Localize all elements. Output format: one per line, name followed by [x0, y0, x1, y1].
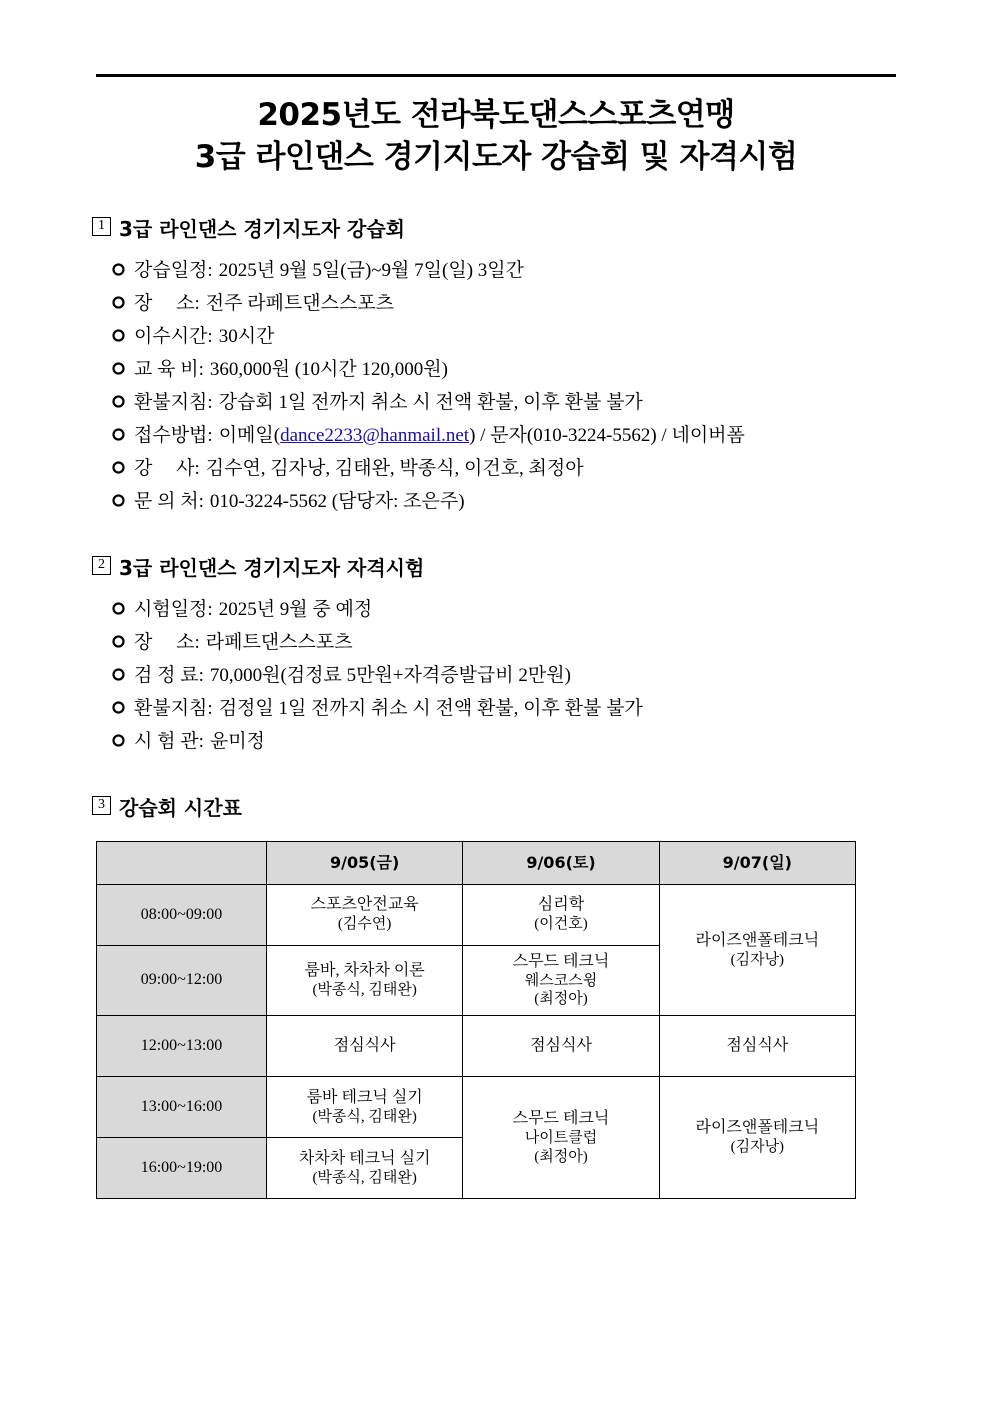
item-colon: : [207, 697, 213, 719]
item-label: 접수방법 [134, 424, 208, 446]
item-label: 강습일정 [134, 259, 208, 281]
cell-day1 [267, 1077, 463, 1138]
item-label: 장 소 [134, 292, 195, 314]
item-colon: : [194, 292, 200, 314]
item-value: 010-3224-5562 (담당자: 조은주) [209, 490, 465, 512]
cell-day1 [267, 884, 463, 945]
header-time [97, 841, 267, 884]
list-item [112, 254, 932, 287]
cell-day2 [463, 884, 659, 945]
table-row [97, 884, 856, 945]
item-value: 라페트댄스스포츠 [205, 631, 353, 653]
table-row [97, 1016, 856, 1077]
cell-day3 [659, 1077, 855, 1199]
bullet-icon [112, 602, 134, 615]
header-day-3: 9/07(일) [659, 841, 855, 884]
cell-sub: (박종식, 김태완) [312, 1108, 417, 1125]
item-value: 2025년 9월 중 예정 [218, 598, 373, 620]
item-label: 장 소 [134, 631, 195, 653]
item-colon: : [207, 259, 213, 281]
table-header-row [97, 841, 856, 884]
item-colon: : [198, 490, 204, 512]
cell-sub: (이건호) [534, 916, 588, 933]
cell-main: 심리학 [537, 896, 585, 914]
cell-day3: 점심식사 [659, 1016, 855, 1077]
list-item [112, 626, 932, 659]
item-colon: : [207, 598, 213, 620]
item-value: 전주 라페트댄스스포츠 [205, 292, 395, 314]
schedule-head [97, 841, 856, 884]
row-time: 13:00~16:00 [97, 1077, 267, 1138]
header-day-2: 9/06(토) [463, 841, 659, 884]
item-colon: : [207, 325, 213, 347]
section-1-number: 1 [92, 217, 111, 236]
list-item [112, 593, 932, 626]
bullet-icon [112, 668, 134, 681]
section-3-number: 3 [92, 796, 111, 815]
item-colon: : [207, 391, 213, 413]
bullet-icon [112, 701, 134, 714]
section-3-title: 강습회 시간표 [119, 795, 242, 820]
cell-main: 스포츠안전교육 [310, 896, 419, 914]
email-prefix: 이메일( [218, 424, 281, 446]
item-label: 검 정 료 [134, 664, 199, 686]
cell-sub: (박종식, 김태완) [312, 1169, 417, 1186]
cell-day2 [463, 1077, 659, 1199]
item-value: 70,000원(검정료 5만원+자격증발급비 2만원) [209, 664, 571, 686]
schedule-body [97, 884, 856, 1199]
cell-sub: 나이트클럽 [524, 1129, 598, 1146]
list-item [112, 485, 932, 518]
email-suffix: ) / 문자(010-3224-5562) / 네이버폼 [469, 424, 745, 446]
item-value: 검정일 1일 전까지 취소 시 전액 환불, 이후 환불 불가 [218, 697, 643, 719]
item-value: 강습회 1일 전까지 취소 시 전액 환불, 이후 환불 불가 [218, 391, 643, 413]
cell-day1: 점심식사 [267, 1016, 463, 1077]
item-colon: : [198, 730, 204, 752]
item-value: 30시간 [218, 325, 275, 347]
cell-sub: 웨스코스윙 [524, 972, 598, 989]
list-item [112, 452, 932, 485]
section-2-items [60, 593, 932, 758]
schedule-table [96, 841, 856, 1200]
cell-main: 라이즈앤폴테크닉 [695, 931, 820, 949]
section-3-heading [92, 792, 932, 821]
title-line-1: 2025년도 전라북도댄스스포츠연맹 [257, 97, 735, 133]
item-colon: : [194, 457, 200, 479]
section-1-heading [92, 213, 932, 242]
item-label: 시 험 관 [134, 730, 199, 752]
bullet-icon [112, 461, 134, 474]
list-item [112, 320, 932, 353]
cell-day3 [659, 884, 855, 1016]
cell-main: 차차차 테크닉 실기 [298, 1149, 431, 1167]
cell-sub: (김자낭) [730, 951, 785, 968]
item-value: 2025년 9월 5일(금)~9월 7일(일) 3일간 [218, 259, 524, 281]
list-item [112, 353, 932, 386]
cell-sub-2: (최정아) [534, 991, 588, 1008]
list-item [112, 287, 932, 320]
item-colon: : [194, 631, 200, 653]
section-exam [60, 552, 932, 758]
item-label: 강 사 [134, 457, 195, 479]
item-value [219, 426, 932, 445]
bullet-icon [112, 263, 134, 276]
item-value: 360,000원 (10시간 120,000원) [209, 358, 448, 380]
cell-sub: (김자낭) [730, 1139, 785, 1156]
row-time: 09:00~12:00 [97, 945, 267, 1016]
cell-main: 스무드 테크닉 [512, 952, 610, 970]
section-2-title: 3급 라인댄스 경기지도자 자격시험 [119, 555, 425, 580]
cell-sub-2: (최정아) [534, 1148, 588, 1165]
cell-main: 스무드 테크닉 [512, 1109, 610, 1127]
cell-day2 [463, 945, 659, 1016]
list-item [112, 725, 932, 758]
item-label: 시험일정 [134, 598, 208, 620]
bullet-icon [112, 635, 134, 648]
list-item [112, 692, 932, 725]
section-course [60, 213, 932, 518]
section-2-number: 2 [92, 556, 111, 575]
document-title [96, 74, 896, 179]
item-colon: : [198, 358, 204, 380]
section-1-title: 3급 라인댄스 경기지도자 강습회 [119, 216, 405, 241]
list-item-contact-method [112, 419, 932, 452]
item-label: 이수시간 [134, 325, 208, 347]
schedule-table-wrapper [96, 841, 896, 1200]
cell-sub: (박종식, 김태완) [312, 982, 417, 999]
row-time: 12:00~13:00 [97, 1016, 267, 1077]
cell-day1 [267, 945, 463, 1016]
bullet-icon [112, 296, 134, 309]
section-2-heading [92, 552, 932, 581]
item-label: 문 의 처 [134, 490, 199, 512]
row-time: 08:00~09:00 [97, 884, 267, 945]
item-value: 윤미정 [209, 730, 265, 752]
header-day-1: 9/05(금) [267, 841, 463, 884]
section-1-items [60, 254, 932, 518]
bullet-icon [112, 395, 134, 408]
row-time: 16:00~19:00 [97, 1138, 267, 1199]
item-label: 환불지침 [134, 697, 208, 719]
bullet-icon [112, 428, 134, 441]
list-item [112, 386, 932, 419]
item-colon: : [198, 664, 204, 686]
item-colon: : [207, 424, 213, 446]
item-label: 교 육 비 [134, 358, 199, 380]
cell-sub: (김수연) [337, 916, 392, 933]
section-timetable [60, 792, 932, 1200]
cell-day1 [267, 1138, 463, 1199]
bullet-icon [112, 734, 134, 747]
cell-main: 룸바 테크닉 실기 [306, 1088, 423, 1106]
item-label: 환불지침 [134, 391, 208, 413]
cell-day2: 점심식사 [463, 1016, 659, 1077]
item-value: 김수연, 김자낭, 김태완, 박종식, 이건호, 최정아 [205, 457, 584, 479]
list-item [112, 659, 932, 692]
email-link[interactable]: dance2233@hanmail.net [280, 424, 470, 446]
bullet-icon [112, 494, 134, 507]
table-row [97, 1077, 856, 1138]
title-line-2: 3급 라인댄스 경기지도자 강습회 및 자격시험 [194, 138, 798, 175]
cell-main: 라이즈앤폴테크닉 [695, 1119, 820, 1137]
bullet-icon [112, 362, 134, 375]
cell-main: 룸바, 차차차 이론 [304, 962, 425, 980]
bullet-icon [112, 329, 134, 342]
